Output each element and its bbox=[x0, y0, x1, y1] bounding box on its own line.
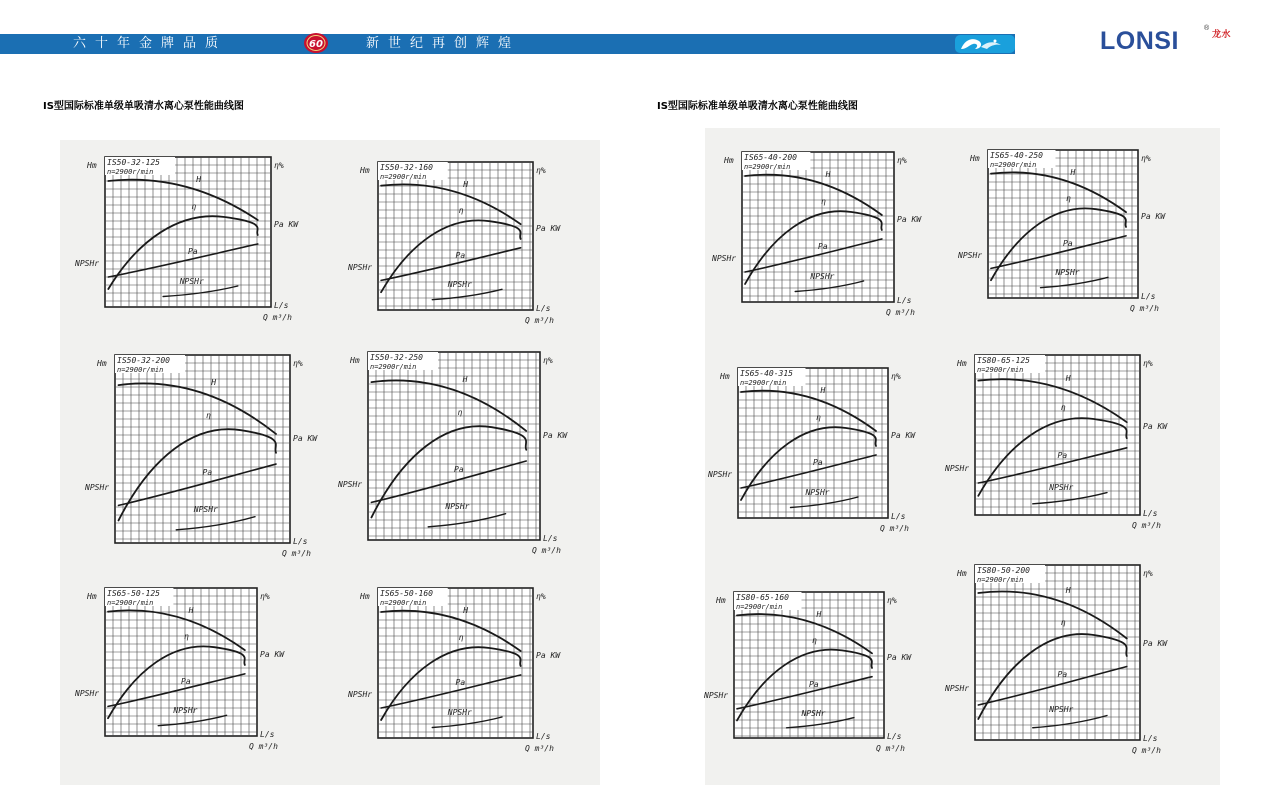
pump-curve-chart bbox=[945, 355, 1168, 530]
flow-ls-axis-label: L/s bbox=[260, 730, 275, 739]
head-curve-label: H bbox=[196, 175, 202, 184]
npsh-axis-label: NPSHr bbox=[75, 259, 100, 268]
pump-curve-chart bbox=[85, 355, 318, 558]
chart-model-label: IS50-32-125 bbox=[107, 158, 160, 167]
badge-text: 60 bbox=[309, 39, 323, 50]
pump-curve-chart bbox=[958, 150, 1166, 313]
chart-speed-label: n=2900r/min bbox=[736, 603, 783, 611]
head-curve-label: H bbox=[1070, 167, 1076, 177]
npsh-axis-label: NPSHr bbox=[348, 690, 373, 699]
pump-curve-chart bbox=[75, 588, 285, 751]
head-axis-label: Hm bbox=[970, 154, 980, 163]
head-curve-label: H bbox=[463, 179, 469, 189]
efficiency-axis-label: η% bbox=[1141, 154, 1151, 163]
npsh-axis-label: NPSHr bbox=[945, 463, 970, 473]
flow-m3h-axis-label: Q m³/h bbox=[886, 308, 915, 317]
npsh-axis-label: NPSHr bbox=[348, 262, 373, 272]
efficiency-curve-label: η bbox=[457, 408, 463, 418]
chart-speed-label: n=2900r/min bbox=[117, 366, 164, 374]
power-axis-label: Pa KW bbox=[293, 433, 318, 443]
npsh-axis-label: NPSHr bbox=[712, 254, 737, 263]
power-axis-label: Pa KW bbox=[536, 224, 561, 234]
npsh-axis-label: NPSHr bbox=[75, 688, 100, 698]
power-curve-label: Pa bbox=[181, 676, 191, 686]
head-curve-label: H bbox=[188, 605, 194, 615]
head-axis-label: Hm bbox=[724, 156, 734, 165]
flow-ls-axis-label: L/s bbox=[293, 537, 308, 546]
pump-curve-chart bbox=[75, 157, 299, 322]
brand-logo bbox=[1100, 25, 1232, 55]
brand-logo-text: LONSI bbox=[1100, 27, 1179, 55]
chart-speed-label: n=2900r/min bbox=[977, 366, 1024, 374]
power-axis-label: Pa KW bbox=[536, 651, 561, 660]
chart-model-label: IS80-50-200 bbox=[977, 566, 1030, 575]
head-axis-label: Hm bbox=[350, 356, 360, 365]
flow-ls-axis-label: L/s bbox=[536, 304, 551, 313]
npsh-curve-label: NPSHr bbox=[447, 708, 472, 717]
efficiency-curve-label: η bbox=[812, 635, 817, 645]
power-curve-label: Pa bbox=[188, 247, 198, 256]
flow-m3h-axis-label: Q m³/h bbox=[1132, 746, 1161, 755]
flow-m3h-axis-label: Q m³/h bbox=[532, 546, 561, 555]
chart-speed-label: n=2900r/min bbox=[740, 379, 787, 387]
npsh-axis-label: NPSHr bbox=[945, 684, 970, 693]
power-curve-label: Pa bbox=[454, 464, 464, 474]
chart-model-label: IS80-65-125 bbox=[977, 356, 1030, 365]
power-axis-label: Pa KW bbox=[891, 431, 916, 440]
pump-curve-grid bbox=[115, 355, 290, 543]
slogan-right: 新世纪再创辉煌 bbox=[366, 36, 521, 51]
flow-ls-axis-label: L/s bbox=[897, 296, 912, 305]
power-curve-label: Pa bbox=[818, 242, 828, 251]
registered-mark: ® bbox=[1204, 25, 1210, 32]
left-section-title: IS型国际标准单级单吸清水离心泵性能曲线图 bbox=[43, 101, 244, 112]
power-axis-label: Pa KW bbox=[543, 430, 568, 440]
efficiency-curve-label: η bbox=[458, 206, 464, 216]
chart-model-label: IS65-40-315 bbox=[740, 369, 793, 378]
head-curve-label: H bbox=[816, 609, 822, 619]
power-curve-label: Pa bbox=[1057, 451, 1068, 460]
chart-model-label: IS50-32-200 bbox=[117, 356, 170, 365]
efficiency-curve-label: η bbox=[1060, 617, 1066, 627]
anniversary-badge-icon bbox=[303, 32, 329, 54]
flow-m3h-axis-label: Q m³/h bbox=[1130, 304, 1159, 313]
flow-m3h-axis-label: Q m³/h bbox=[282, 549, 311, 558]
head-curve-label: H bbox=[211, 377, 217, 387]
npsh-curve-label: NPSHr bbox=[805, 488, 830, 497]
pump-curve-chart bbox=[338, 352, 568, 555]
efficiency-axis-label: η% bbox=[891, 372, 901, 381]
chart-model-label: IS50-32-160 bbox=[380, 163, 433, 172]
efficiency-axis-label: η% bbox=[897, 156, 907, 165]
efficiency-axis-label: η% bbox=[536, 592, 546, 601]
npsh-curve-label: NPSHr bbox=[810, 272, 835, 281]
power-curve-label: Pa bbox=[202, 467, 213, 477]
npsh-curve-label: NPSHr bbox=[179, 277, 204, 286]
efficiency-curve-label: η bbox=[816, 413, 821, 422]
chart-model-label: IS65-50-125 bbox=[107, 589, 160, 598]
right-section-title: IS型国际标准单级单吸清水离心泵性能曲线图 bbox=[657, 101, 858, 112]
head-axis-label: Hm bbox=[360, 166, 370, 175]
efficiency-axis-label: η% bbox=[293, 359, 303, 368]
power-curve-label: Pa bbox=[455, 250, 466, 260]
head-curve-label: H bbox=[825, 170, 831, 179]
pump-curve-chart bbox=[704, 592, 912, 753]
npsh-curve-label: NPSHr bbox=[445, 502, 470, 512]
power-curve-label: Pa bbox=[813, 458, 823, 467]
head-curve-label: H bbox=[1065, 374, 1071, 384]
pump-curve-grid bbox=[368, 352, 540, 540]
flow-ls-axis-label: L/s bbox=[1143, 734, 1158, 743]
flow-m3h-axis-label: Q m³/h bbox=[249, 742, 278, 751]
efficiency-axis-label: η% bbox=[260, 592, 270, 601]
npsh-curve-label: NPSHr bbox=[1049, 483, 1074, 492]
power-curve-label: Pa bbox=[809, 679, 819, 689]
npsh-axis-label: NPSHr bbox=[708, 470, 733, 479]
efficiency-curve-label: η bbox=[1060, 403, 1066, 412]
head-curve-label: H bbox=[820, 386, 826, 395]
head-curve-label: H bbox=[463, 606, 469, 615]
chart-speed-label: n=2900r/min bbox=[990, 161, 1037, 169]
head-axis-label: Hm bbox=[97, 359, 107, 368]
chart-model-label: IS65-50-160 bbox=[380, 589, 433, 598]
power-axis-label: Pa KW bbox=[274, 220, 299, 229]
pump-curve-chart bbox=[348, 162, 561, 325]
chart-speed-label: n=2900r/min bbox=[107, 168, 154, 176]
efficiency-axis-label: η% bbox=[1143, 359, 1153, 368]
npsh-axis-label: NPSHr bbox=[958, 250, 983, 260]
flow-ls-axis-label: L/s bbox=[536, 732, 551, 741]
npsh-axis-label: NPSHr bbox=[85, 482, 110, 492]
chart-speed-label: n=2900r/min bbox=[380, 173, 427, 181]
chart-speed-label: n=2900r/min bbox=[380, 599, 427, 607]
power-axis-label: Pa KW bbox=[1141, 212, 1166, 222]
efficiency-curve-label: η bbox=[458, 633, 464, 642]
npsh-axis-label: NPSHr bbox=[704, 691, 729, 701]
efficiency-axis-label: η% bbox=[543, 356, 553, 365]
efficiency-curve-label: η bbox=[1066, 194, 1071, 204]
efficiency-curve-label: η bbox=[184, 632, 189, 642]
head-axis-label: Hm bbox=[957, 569, 967, 578]
flow-ls-axis-label: L/s bbox=[1141, 292, 1156, 301]
power-curve-label: Pa bbox=[1057, 670, 1068, 679]
npsh-curve-label: NPSHr bbox=[1049, 705, 1074, 714]
chart-model-label: IS80-65-160 bbox=[736, 593, 789, 602]
npsh-curve-label: NPSHr bbox=[1055, 268, 1080, 278]
efficiency-curve-label: η bbox=[206, 411, 211, 421]
power-axis-label: Pa KW bbox=[260, 650, 285, 660]
efficiency-axis-label: η% bbox=[1143, 569, 1153, 578]
npsh-curve-label: NPSHr bbox=[173, 706, 198, 716]
pump-curve-chart bbox=[708, 368, 916, 533]
pump-curve-chart bbox=[348, 588, 561, 753]
efficiency-axis-label: η% bbox=[536, 166, 546, 175]
flow-m3h-axis-label: Q m³/h bbox=[525, 744, 554, 753]
power-axis-label: Pa KW bbox=[897, 215, 922, 224]
wave-dragon-emblem bbox=[955, 35, 1015, 53]
chart-model-label: IS50-32-250 bbox=[370, 353, 423, 362]
power-axis-label: Pa KW bbox=[1143, 422, 1168, 432]
npsh-curve-label: NPSHr bbox=[193, 505, 218, 515]
flow-ls-axis-label: L/s bbox=[891, 512, 906, 521]
chart-model-label: IS65-40-200 bbox=[744, 153, 797, 162]
flow-m3h-axis-label: Q m³/h bbox=[263, 313, 292, 322]
power-curve-label: Pa bbox=[1063, 238, 1073, 248]
head-curve-label: H bbox=[462, 374, 468, 384]
flow-m3h-axis-label: Q m³/h bbox=[525, 316, 554, 325]
flow-m3h-axis-label: Q m³/h bbox=[880, 524, 909, 533]
chart-speed-label: n=2900r/min bbox=[370, 363, 417, 371]
pump-curve-chart bbox=[712, 152, 922, 317]
npsh-axis-label: NPSHr bbox=[338, 479, 363, 489]
flow-ls-axis-label: L/s bbox=[274, 301, 289, 310]
head-axis-label: Hm bbox=[720, 372, 730, 381]
flow-m3h-axis-label: Q m³/h bbox=[1132, 521, 1161, 530]
chart-model-label: IS65-40-250 bbox=[990, 151, 1043, 160]
efficiency-curve-label: η bbox=[191, 202, 197, 211]
flow-m3h-axis-label: Q m³/h bbox=[876, 744, 905, 753]
power-axis-label: Pa KW bbox=[887, 653, 912, 663]
chart-speed-label: n=2900r/min bbox=[977, 576, 1024, 584]
slogan-left: 六十年金牌品质 bbox=[73, 36, 228, 51]
efficiency-axis-label: η% bbox=[274, 161, 284, 170]
flow-ls-axis-label: L/s bbox=[1143, 509, 1158, 518]
head-axis-label: Hm bbox=[716, 596, 726, 605]
chart-speed-label: n=2900r/min bbox=[107, 599, 154, 607]
power-curve-label: Pa bbox=[455, 678, 466, 687]
head-axis-label: Hm bbox=[87, 161, 97, 170]
anniversary-badge bbox=[303, 32, 329, 54]
npsh-curve-label: NPSHr bbox=[801, 708, 826, 718]
flow-ls-axis-label: L/s bbox=[887, 732, 902, 741]
flow-ls-axis-label: L/s bbox=[543, 534, 558, 543]
npsh-curve-label: NPSHr bbox=[447, 280, 472, 290]
chart-speed-label: n=2900r/min bbox=[744, 163, 791, 171]
head-curve-label: H bbox=[1065, 586, 1071, 595]
wave-icon bbox=[955, 35, 1015, 53]
head-axis-label: Hm bbox=[360, 592, 370, 601]
brand-logo-cn: 龙水 bbox=[1212, 30, 1232, 40]
head-axis-label: Hm bbox=[87, 592, 97, 601]
efficiency-curve-label: η bbox=[821, 197, 826, 206]
power-axis-label: Pa KW bbox=[1143, 638, 1168, 648]
head-axis-label: Hm bbox=[957, 359, 967, 368]
pump-curve-chart bbox=[945, 565, 1168, 755]
efficiency-axis-label: η% bbox=[887, 596, 897, 605]
